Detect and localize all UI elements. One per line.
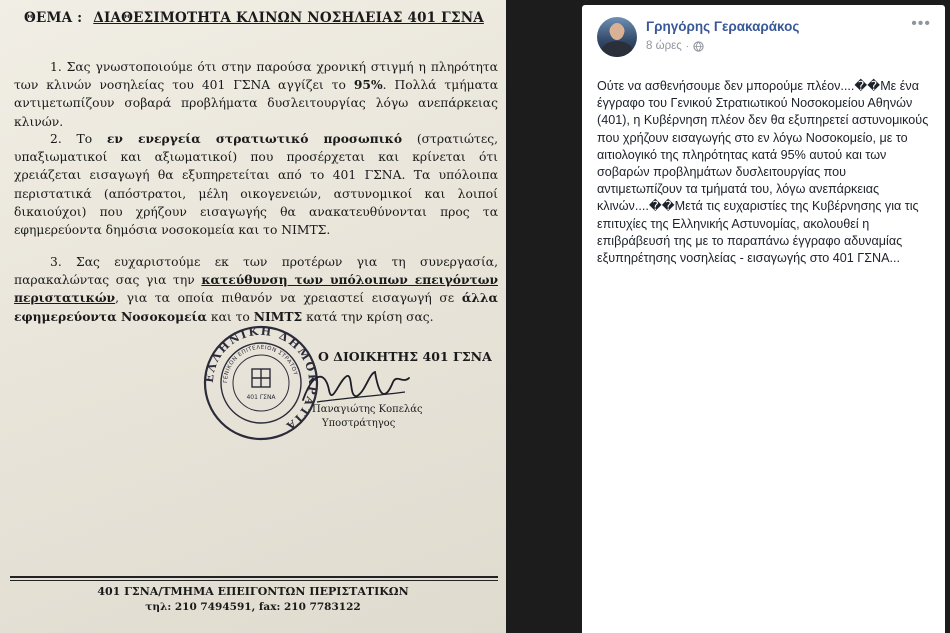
post-author-link[interactable]: Γρηγόρης Γερακαράκος bbox=[646, 19, 800, 34]
signer-rank: Υποστράτηγος bbox=[322, 418, 396, 429]
document-footer-contact: τηλ: 210 7494591, fax: 210 7783122 bbox=[145, 601, 361, 613]
document-subject bbox=[24, 10, 484, 26]
footer-divider bbox=[10, 576, 498, 578]
para3-text-b: , για τα οποία πιθανόν να χρειαστεί εισαγωγή σε bbox=[115, 291, 462, 306]
avatar-head bbox=[610, 23, 624, 40]
footer-divider-thin bbox=[10, 580, 498, 581]
document-paragraph-2 bbox=[14, 130, 498, 239]
para3-text-d: κατά την κρίση σας. bbox=[302, 309, 434, 324]
document-paragraph-3 bbox=[14, 253, 498, 326]
post-meta bbox=[646, 40, 704, 52]
more-options-icon[interactable]: ••• bbox=[911, 15, 931, 32]
para2-text-a: 2. Το bbox=[50, 132, 107, 146]
seal-outer-text: ΕΛΛΗΝΙΚΗ ΔΗΜΟΚΡΑΤΙΑ bbox=[203, 325, 319, 434]
globe-icon[interactable] bbox=[693, 41, 704, 52]
document-paragraph-1 bbox=[14, 58, 498, 131]
signer-name: Παναγιώτης Κοπελάς bbox=[312, 404, 423, 415]
avatar-shoulders bbox=[601, 41, 633, 57]
avatar[interactable] bbox=[597, 17, 637, 57]
para1-percentage: 95% bbox=[353, 77, 383, 93]
para3-bold-2: άλλα εφημερεύοντα Νοσοκομεία bbox=[14, 290, 498, 324]
para1-text-a: 1. Σας γνωστοποιούμε ότι στην παρούσα χρονική στιγμή η πληρότητα των κλινών νοσηλείας του 401 ΓΣΝΑ αγγίζει το bbox=[14, 60, 498, 93]
para2-text-b: (στρατιώτες, υπαξιωματικοί και αξιωματικοί) που προσέρχεται και κρίνεται ότι χρειάζεται εισαγωγή θα εξυπηρετείται από το 401 ΓΣΝΑ. Τα υπόλοιπα περιστατικά (απόστρατοι, μέλη οικογενειών, αστυνομικοί και λοιποί δικαιούχοι) που χρήζουν εισαγωγής θα ανακατευθύνονται προς τα εφημερεύοντα δημόσια νοσοκομεία και το ΝΙΜΤΣ. bbox=[14, 132, 498, 238]
seal-center-text: 401 ΓΣΝΑ bbox=[246, 394, 276, 401]
para1-text-b: . Πολλά τμήματα αντιμετωπίζουν σοβαρά προβλήματα δυσλειτουργίας λόγω ανεπάρκειας κλινών. bbox=[14, 78, 498, 129]
para3-bold-3: ΝΙΜΤΣ bbox=[253, 308, 303, 324]
para3-text-a: 3. Σας ευχαριστούμε εκ των προτέρων για τη συνεργασία, παρακαλώντας σας για την bbox=[14, 255, 498, 288]
meta-separator: · bbox=[685, 40, 690, 52]
signer-title: Ο ΔΙΟΙΚΗΤΗΣ 401 ΓΣΝΑ bbox=[318, 349, 492, 364]
post-body-text: Ούτε να ασθενήσουμε δεν μπορούμε πλέον....��Με ένα έγγραφο του Γενικού Στρατιωτικού Νοσοκομείου Αθηνών (401), η Κυβέρνηση πλέον δεν θα εξυπηρετεί αστυνομικούς που χρήζουν εισαγωγής στο εν λόγω Νοσοκομείο, με το αιτιολογικό της πληρότητας κατά 95% αυτού και των σοβαρών προβλημάτων δυσλειτουργίας που αντιμετωπίζουν τα τμήματά του, λόγω ανεπάρκειας κλινών....��Μετά τις ευχαριστίες της Κυβέρνησης για τις επιτυχίες της Ελληνικής Αστυνομίας, ακολουθεί η επιβράβευσή της με το παραπάνω έγγραφο αδυναμίας εξυπηρέτησης νοσηλείας - εισαγωγής στο 401 ΓΣΝΑ... bbox=[597, 79, 929, 266]
seal-inner-text: ΓΕΝΙΚΟΝ ΕΠΙΤΕΛΕΙΟΝ ΣΤΡΑΤΟΥ bbox=[222, 344, 299, 384]
para3-bold-1: κατεύθυνση των υπόλοιπων επειγόντων περιστατικών bbox=[14, 272, 498, 306]
subject-label: ΘΕΜΑ : bbox=[24, 10, 83, 26]
post-timestamp-link[interactable]: 8 ώρες bbox=[646, 40, 682, 52]
facebook-post bbox=[582, 5, 945, 633]
para2-bold: εν ενεργεία στρατιωτικό προσωπικό bbox=[106, 131, 403, 146]
subject-text: ΔΙΑΘΕΣΙΜΟΤΗΤΑ ΚΛΙΝΩΝ ΝΟΣΗΛΕΙΑΣ 401 ΓΣΝΑ bbox=[93, 10, 484, 26]
document-footer-department: 401 ΓΣΝΑ/ΤΜΗΜΑ ΕΠΕΙΓΟΝΤΩΝ ΠΕΡΙΣΤΑΤΙΚΩΝ bbox=[97, 585, 409, 598]
para3-text-c: και το bbox=[206, 309, 254, 324]
